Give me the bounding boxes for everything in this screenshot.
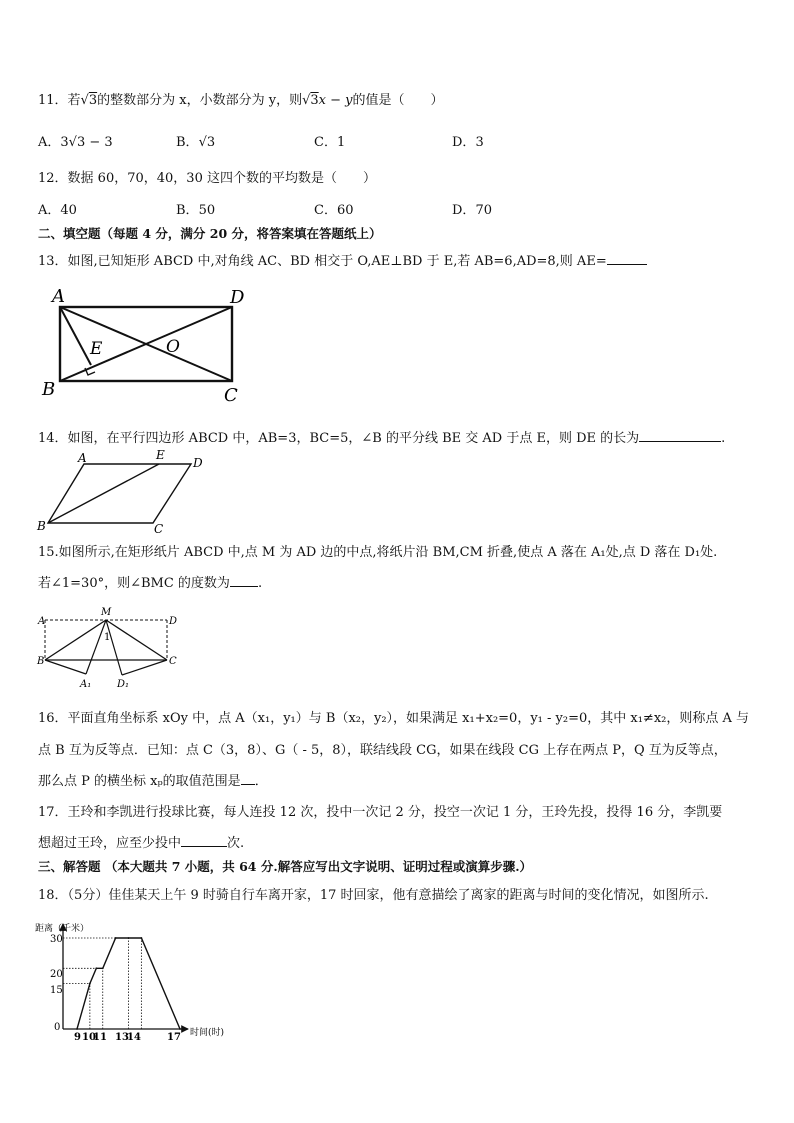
q17-text: 想超过王玲，应至少投中 bbox=[38, 836, 182, 851]
q16-line1: 16．平面直角坐标系 xOy 中，点 A（x₁，y₁）与 B（x₂，y₂），如果满足 x₁+x₂=0，y₁ - y₂=0，其中 x₁≠x₂，则称点 A 与 bbox=[38, 711, 750, 726]
x-tick-9: 9 bbox=[74, 1032, 81, 1043]
label-c: C bbox=[224, 385, 238, 406]
option-label: A． bbox=[38, 135, 61, 150]
q15-line2 bbox=[38, 572, 262, 591]
q11-expr-radicand: 3 bbox=[310, 93, 319, 108]
option-label: D． bbox=[452, 203, 476, 218]
option-label: D． bbox=[452, 135, 476, 150]
option-value: 60 bbox=[336, 203, 354, 218]
q17-answer-blank[interactable] bbox=[181, 834, 227, 847]
segment-be bbox=[48, 464, 159, 523]
q11-option-c[interactable] bbox=[314, 131, 345, 150]
option-label: C． bbox=[314, 135, 337, 150]
q11-sqrt: √3 bbox=[80, 93, 98, 108]
y-tick-30: 30 bbox=[50, 934, 63, 945]
label-a: A bbox=[38, 616, 46, 627]
segment-ba1 bbox=[45, 660, 86, 674]
data-point-10 bbox=[89, 983, 91, 985]
segment-d1c bbox=[122, 660, 167, 675]
q13-rectangle-figure bbox=[38, 282, 260, 406]
q11-option-a[interactable] bbox=[38, 131, 113, 150]
q13-stem bbox=[38, 250, 647, 269]
q11-radicand: 3 bbox=[88, 93, 98, 108]
data-point-14 bbox=[140, 937, 142, 939]
q12-option-a[interactable] bbox=[38, 199, 77, 218]
option-label: B． bbox=[176, 135, 199, 150]
q11-expr-tail: x − y bbox=[318, 93, 353, 108]
parallelogram-abcd bbox=[48, 464, 191, 523]
option-value: 70 bbox=[475, 203, 492, 218]
data-point-17 bbox=[179, 1028, 181, 1030]
label-angle-1: 1 bbox=[104, 632, 111, 643]
label-b: B bbox=[37, 519, 46, 533]
q11-option-d[interactable] bbox=[452, 131, 484, 150]
label-d1: D₁ bbox=[117, 679, 130, 690]
q18-stem: 18．（5分）佳佳某天上午 9 时骑自行车离开家，17 时回家，他有意描绘了离家的距离与时间的变化情况，如图所示. bbox=[38, 888, 709, 903]
q11-stem bbox=[38, 89, 444, 108]
data-point-12 bbox=[115, 937, 117, 939]
option-label: B． bbox=[176, 203, 199, 218]
q17-end: 次. bbox=[227, 836, 245, 851]
q18-distance-time-chart bbox=[30, 916, 230, 1044]
q11-text-mid: 的整数部分为 x，小数部分为 y，则 bbox=[97, 93, 303, 108]
q17-line2 bbox=[38, 832, 244, 851]
label-b: B bbox=[42, 379, 56, 400]
q11-expression: √3x − y bbox=[302, 93, 353, 108]
option-label: A． bbox=[38, 203, 61, 218]
q14-parallelogram-figure bbox=[34, 450, 214, 536]
label-c: C bbox=[154, 522, 164, 536]
option-value: 50 bbox=[198, 203, 216, 218]
q16-answer-blank[interactable] bbox=[241, 772, 255, 785]
option-value: 40 bbox=[60, 203, 77, 218]
label-e: E bbox=[156, 450, 165, 462]
q16-end: ． bbox=[254, 774, 268, 789]
x-tick-10: 10 bbox=[82, 1032, 96, 1043]
section-2-heading: 二、填空题（每题 4 分，满分 20 分，将答案填在答题纸上） bbox=[38, 226, 382, 241]
q16-text: 那么点 P 的横坐标 xₚ的取值范围是 bbox=[38, 774, 241, 789]
data-point-10.5 bbox=[95, 967, 97, 969]
q13-text: 13．如图,已知矩形 ABCD 中,对角线 AC、BD 相交于 O,AE⊥BD 于 E,若 AB=6,AD=8,则 AE= bbox=[38, 254, 607, 269]
q15-folding-figure bbox=[34, 604, 184, 690]
label-d: D bbox=[193, 456, 203, 470]
label-d: D bbox=[169, 616, 178, 627]
q18-dotted-guides bbox=[63, 938, 141, 1029]
x-tick-17: 17 bbox=[167, 1032, 181, 1043]
q14-end: . bbox=[721, 431, 726, 446]
data-point-9 bbox=[76, 1028, 78, 1030]
q14-answer-blank[interactable] bbox=[639, 429, 721, 442]
option-value: 1 bbox=[336, 135, 346, 150]
y-axis-label: 距离（千米） bbox=[35, 924, 90, 934]
label-a: A bbox=[78, 451, 87, 465]
q12-stem: 12．数据 60，70，40，30 这四个数的平均数是（ ） bbox=[38, 171, 376, 186]
q12-option-d[interactable] bbox=[452, 199, 492, 218]
x-tick-13: 13 bbox=[115, 1032, 129, 1043]
x-tick-11: 11 bbox=[93, 1032, 107, 1043]
q15-line1: 15.如图所示,在矩形纸片 ABCD 中,点 M 为 AD 边的中点,将纸片沿 BM,CM 折叠,使点 A 落在 A₁处,点 D 落在 D₁处. bbox=[38, 545, 718, 560]
q17-line1: 17．王玲和李凯进行投球比赛，每人连投 12 次，投中一次记 2 分，投空一次记 1 分，王玲先投，投得 16 分，李凯要 bbox=[38, 805, 723, 820]
label-m: M bbox=[101, 607, 112, 618]
label-o: O bbox=[166, 337, 180, 357]
option-value: 3 bbox=[475, 135, 484, 150]
q13-answer-blank[interactable] bbox=[607, 252, 647, 265]
section-3-heading: 三、解答题 （本大题共 7 小题，共 64 分.解答应写出文字说明、证明过程或演算步骤.） bbox=[38, 859, 533, 874]
label-d: D bbox=[230, 287, 245, 308]
label-c: C bbox=[169, 656, 177, 667]
q11-option-b[interactable] bbox=[176, 131, 215, 150]
segment-ae bbox=[60, 307, 91, 365]
y-tick-0: 0 bbox=[54, 1022, 61, 1033]
label-a1: A₁ bbox=[80, 679, 92, 690]
q11-text-before: 11．若 bbox=[38, 93, 81, 108]
q15-text: 若∠1=30°，则∠BMC 的度数为 bbox=[38, 576, 230, 591]
label-b: B bbox=[37, 656, 45, 667]
q16-line2: 点 B 互为反等点．已知：点 C（3，8）、G（ - 5，8），联结线段 CG，如果在线段 CG 上存在两点 P，Q 互为反等点， bbox=[38, 743, 727, 758]
q14-stem bbox=[38, 427, 725, 446]
fold-bm bbox=[45, 620, 106, 660]
segment-a1m bbox=[86, 620, 106, 674]
q14-text: 14．如图，在平行四边形 ABCD 中，AB=3，BC=5，∠B 的平分线 BE 交 AD 于点 E，则 DE 的长为 bbox=[38, 431, 640, 446]
q15-answer-blank[interactable] bbox=[230, 574, 258, 587]
y-tick-20: 20 bbox=[50, 969, 63, 980]
q15-end: . bbox=[257, 576, 263, 591]
x-tick-14: 14 bbox=[127, 1032, 141, 1043]
y-tick-15: 15 bbox=[50, 985, 63, 996]
q16-line3 bbox=[38, 770, 268, 789]
option-label: C． bbox=[314, 203, 337, 218]
q12-option-c[interactable] bbox=[314, 199, 354, 218]
option-value: √3 bbox=[198, 135, 216, 150]
label-a: A bbox=[52, 286, 65, 307]
option-value: 3√3 − 3 bbox=[60, 135, 113, 150]
q11-text-after: 的值是（ ） bbox=[352, 93, 444, 108]
label-e: E bbox=[90, 339, 103, 359]
fold-cm bbox=[106, 620, 167, 660]
q12-option-b[interactable] bbox=[176, 199, 215, 218]
x-axis-label: 时间(时) bbox=[190, 1028, 225, 1038]
data-point-11 bbox=[102, 967, 104, 969]
data-point-13 bbox=[128, 937, 130, 939]
